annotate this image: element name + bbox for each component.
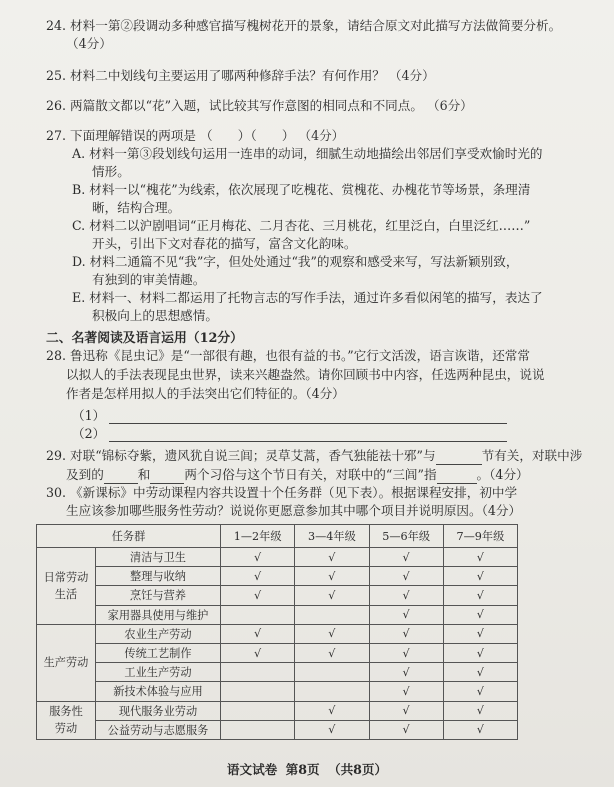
- grade-check-cell: √: [443, 682, 517, 701]
- grade-check-cell: √: [369, 605, 443, 624]
- option-text-line1: 材料一以“槐花”为线索，依次展现了吃槐花、赏槐花、办槐花节等场景，条理清: [89, 182, 531, 197]
- question-number: 25.: [46, 68, 67, 83]
- category-cell: [37, 624, 96, 701]
- header-grade-5-6: 5—6年级: [369, 525, 443, 548]
- question-score: （4分）: [66, 36, 112, 51]
- answer-brackets[interactable]: （ ）（ ）: [200, 128, 295, 143]
- grade-check-cell: √: [295, 701, 369, 720]
- category-name-line2: 劳动: [54, 722, 78, 736]
- question-text-line1: 对联“锦标夺紫，遗风犹自说三闾；灵草艾蒿，香气独能祛十邪”与: [70, 448, 436, 463]
- grade-check-cell: [221, 720, 295, 739]
- question-number: 29.: [46, 448, 67, 463]
- grade-check-cell: √: [443, 548, 517, 567]
- option-label: D.: [72, 254, 86, 269]
- question-text-line3: 作者是怎样用拟人的手法突出它们特征的。（4分）: [66, 386, 345, 401]
- footer-page: 第8页: [285, 762, 320, 777]
- question-text-line2: 以拟人的手法表现昆虫世界，读来兴趣盎然。请你回顾书中内容，任选两种昆虫，说说: [66, 367, 545, 382]
- section-heading: 二、名著阅读及语言运用（12分）: [46, 331, 243, 346]
- footer-total: （共8页）: [327, 762, 388, 777]
- task-name-cell: 新技术体验与应用: [96, 682, 221, 701]
- task-name-cell: 农业生产劳动: [96, 624, 221, 643]
- table-row: [37, 720, 518, 739]
- grade-check-cell: √: [443, 663, 517, 682]
- table-row: [37, 682, 518, 701]
- grade-check-cell: √: [369, 548, 443, 567]
- option-text-line2: 积极向上的思想感情。: [92, 308, 218, 323]
- option-text-line2: 有独到的审美情趣。: [92, 272, 206, 287]
- grade-check-cell: √: [221, 586, 295, 605]
- footer-title: 语文试卷: [226, 762, 278, 777]
- category-name-line1: 日常劳动: [43, 570, 89, 584]
- blank-sanlv[interactable]: [437, 471, 477, 484]
- grade-check-cell: √: [221, 624, 295, 643]
- table-row: [37, 586, 518, 605]
- answer-label: （1）: [72, 408, 106, 423]
- grade-check-cell: √: [295, 586, 369, 605]
- grade-check-cell: √: [295, 548, 369, 567]
- question-30: [46, 484, 592, 520]
- grade-check-cell: √: [295, 643, 369, 662]
- task-name-cell: 工业生产劳动: [96, 663, 221, 682]
- task-name-cell: 烹饪与营养: [96, 586, 221, 605]
- grade-check-cell: √: [369, 701, 443, 720]
- grade-check-cell: √: [443, 720, 517, 739]
- grade-check-cell: [221, 605, 295, 624]
- task-name-cell: 整理与收纳: [96, 567, 221, 586]
- task-group-table: [36, 524, 518, 740]
- grade-check-cell: √: [221, 643, 295, 662]
- question-text-line2a: 及到的: [66, 467, 104, 482]
- question-text-line2d: 。（4分）: [476, 467, 529, 482]
- option-text-line2: 开头，引出下文对春花的描写，富含文化韵味。: [92, 236, 357, 251]
- question-text: 材料二中划线句主要运用了哪两种修辞手法？有何作用？: [70, 68, 385, 83]
- grade-check-cell: √: [369, 663, 443, 682]
- grade-check-cell: √: [295, 720, 369, 739]
- question-number: 28.: [46, 348, 67, 363]
- grade-check-cell: √: [443, 701, 517, 720]
- task-name-cell: 家用器具使用与维护: [96, 605, 221, 624]
- table-row: [37, 548, 518, 567]
- category-cell: [37, 548, 96, 625]
- grade-check-cell: √: [369, 720, 443, 739]
- grade-check-cell: √: [369, 567, 443, 586]
- grade-check-cell: √: [221, 567, 295, 586]
- blank-festival[interactable]: [436, 452, 482, 465]
- table-row: [37, 643, 518, 662]
- category-name-line1: 生产劳动: [43, 656, 89, 670]
- question-text-line2b: 和: [137, 467, 151, 482]
- question-text-line1: 鲁迅称《昆虫记》是“一部很有趣，也很有益的书。”它行文活泼，语言诙谐，还常常: [70, 348, 530, 363]
- option-text-line2: 晰，结构合理。: [92, 200, 181, 215]
- task-name-cell: 现代服务业劳动: [96, 701, 221, 720]
- question-29-text: [46, 446, 592, 484]
- answer-label: （2）: [72, 426, 106, 441]
- option-label: E.: [72, 290, 86, 305]
- question-text-line1: 《新课标》中劳动课程内容共设置十个任务群（见下表）。根据课程安排，初中学: [70, 485, 518, 500]
- header-grade-1-2: 1—2年级: [221, 525, 295, 548]
- task-name-cell: 清洁与卫生: [96, 548, 221, 567]
- question-score: （6分）: [426, 98, 473, 113]
- question-text: 下面理解错误的两项是: [70, 128, 196, 143]
- blank-custom-2[interactable]: [150, 471, 184, 484]
- table-row: [37, 567, 518, 586]
- question-text-line2c: 两个习俗与这个节日有关，对联中的“三闾”指: [184, 467, 437, 482]
- option-text-line1: 材料一、材料二都运用了托物言志的写作手法，通过许多看似闲笔的描写，表达了: [89, 290, 543, 305]
- category-name-line1: 服务性: [49, 705, 83, 719]
- question-number: 24.: [46, 18, 67, 33]
- question-text-line2: 生应该参加哪些服务性劳动？说说你更愿意参加其中哪个项目并说明原因。（4分）: [66, 503, 522, 518]
- option-label: A.: [72, 146, 86, 161]
- grade-check-cell: √: [443, 624, 517, 643]
- task-name-cell: 传统工艺制作: [96, 643, 221, 662]
- option-label: B.: [72, 182, 86, 197]
- grade-check-cell: √: [295, 567, 369, 586]
- grade-check-cell: [221, 682, 295, 701]
- question-number: 27.: [46, 128, 67, 143]
- category-cell: [37, 701, 96, 739]
- option-text-line1: 材料一第③段划线句运用一连串的动词，细腻生动地描绘出邻居们享受欢愉时光的: [89, 146, 543, 161]
- question-text: 两篇散文都以“花”入题，试比较其写作意图的相同点和不同点。: [70, 98, 423, 113]
- grade-check-cell: √: [221, 548, 295, 567]
- option-text-line2: 情形。: [92, 164, 130, 179]
- header-grade-7-9: 7—9年级: [443, 525, 517, 548]
- grade-check-cell: [295, 663, 369, 682]
- grade-check-cell: √: [369, 624, 443, 643]
- task-name-cell: 公益劳动与志愿服务: [96, 720, 221, 739]
- table-row: [37, 605, 518, 624]
- header-grade-3-4: 3—4年级: [295, 525, 369, 548]
- question-number: 26.: [46, 98, 67, 113]
- question-text-line1b: 节有关，对联中涉: [481, 448, 583, 463]
- option-label: C.: [72, 218, 86, 233]
- grade-check-cell: [221, 701, 295, 720]
- table-row: [37, 701, 518, 720]
- grade-check-cell: √: [443, 586, 517, 605]
- grade-check-cell: √: [295, 624, 369, 643]
- grade-check-cell: √: [369, 586, 443, 605]
- table-row: [37, 624, 518, 643]
- option-text-line1: 材料二以沪剧唱词“正月梅花、二月杏花、三月桃花，红里泛白，白里泛红……”: [89, 218, 531, 233]
- question-score: （4分）: [298, 128, 345, 143]
- blank-custom-1[interactable]: [104, 471, 138, 484]
- grade-check-cell: [221, 663, 295, 682]
- table-header-row: [37, 525, 518, 548]
- grade-check-cell: √: [443, 567, 517, 586]
- grade-check-cell: √: [369, 682, 443, 701]
- grade-check-cell: [295, 682, 369, 701]
- question-score: （4分）: [388, 68, 435, 83]
- category-name-line2: 生活: [54, 587, 78, 601]
- question-number: 30.: [46, 485, 67, 500]
- grade-check-cell: √: [443, 605, 517, 624]
- header-task-group: 任务群: [37, 525, 221, 548]
- grade-check-cell: √: [369, 643, 443, 662]
- table-row: [37, 663, 518, 682]
- question-text: 材料一第②段调动多种感官描写槐树花开的景象，请结合原文对此描写方法做简要分析。: [70, 18, 562, 33]
- option-text-line1: 材料二通篇不见“我”字，但处处通过“我”的观察和感受来写，写法新颖别致，: [89, 254, 519, 269]
- grade-check-cell: [295, 605, 369, 624]
- grade-check-cell: √: [443, 643, 517, 662]
